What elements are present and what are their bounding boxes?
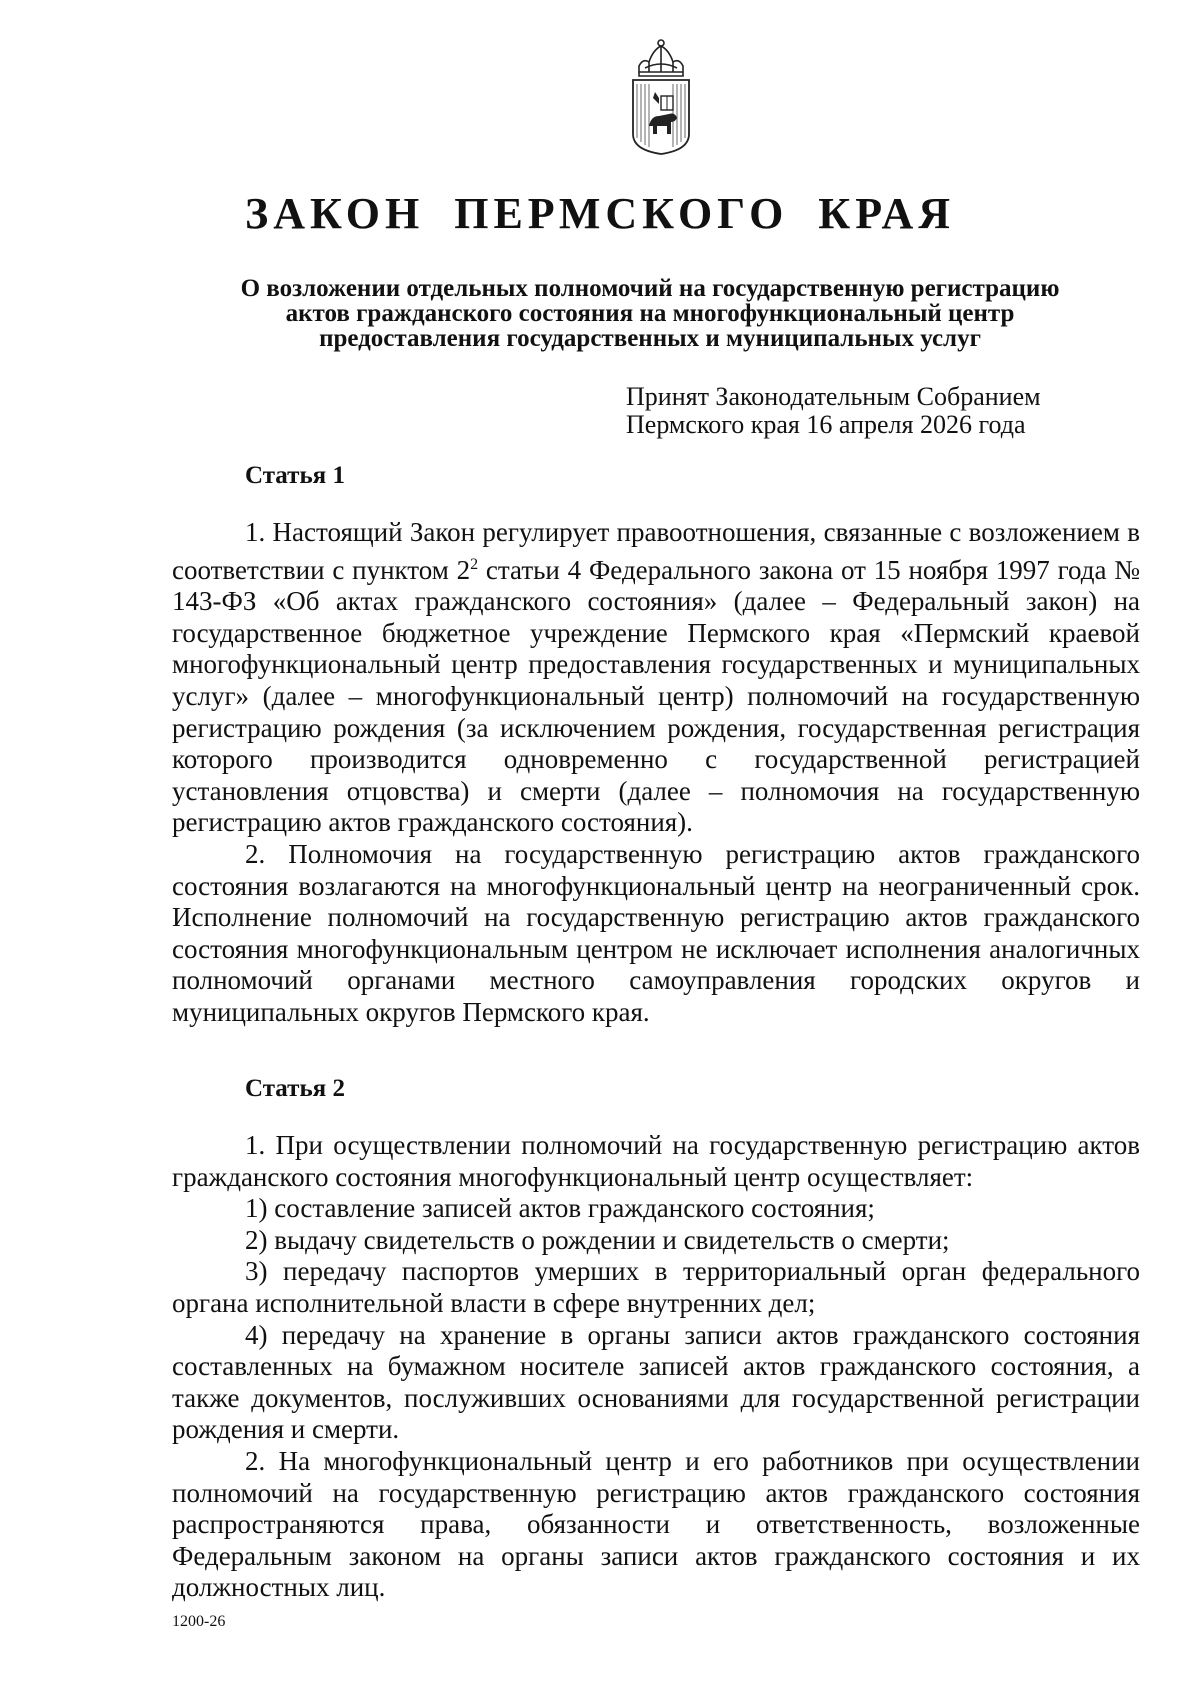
paragraph-text: 1. Настоящий Закон регулирует правоотношения, связанные с возложением в соответствии с пунктом 2 [172, 517, 1140, 585]
article-1-paragraph-1 [172, 517, 1140, 839]
article-2-list-item: 3) передачу паспортов умерших в территориальный орган федерального органа исполнительной власти в сфере внутренних дел; [172, 1256, 1140, 1318]
subtitle-line: предоставления государственных и муниципальных услуг [319, 325, 981, 352]
adoption-line: Пермского края 16 апреля 2026 года [626, 410, 1026, 439]
superscript: 2 [470, 555, 479, 573]
subtitle-line: актов гражданского состояния на многофункциональный центр [285, 300, 1015, 327]
document-subtitle [170, 276, 1130, 351]
document-number: 1200-26 [172, 1613, 226, 1630]
article-2-list-item: 1) составление записей актов гражданского состояния; [245, 1193, 875, 1224]
coat-of-arms-emblem [625, 38, 697, 156]
adoption-line: Принят Законодательным Собранием [626, 382, 1041, 411]
article-1-paragraph-2: 2. Полномочия на государственную регистрацию актов гражданского состояния возлагаются на многофункциональный центр на неограниченный срок. Исполнение полномочий на государственную регистрацию актов гражданского состояния многофункциональным центром не исключает исполнения аналогичных полномочий органами местного самоуправления городских округов и муниципальных округов Пермского края. [172, 838, 1140, 1027]
article-2-body [172, 1130, 1140, 1604]
paragraph-text: статьи 4 Федерального закона от 15 ноября 1997 года № 143-ФЗ «Об актах гражданского состояния» (далее – Федеральный закон) на государственное бюджетное учреждение Пермского края «Пермский краевой многофункциональный центр предоставления государственных и муниципальных услуг» (далее – многофункциональный центр) полномочий на государственную регистрацию рождения (за исключением рождения, государственная регистрация которого производится одновременно с государственной регистрацией установления отцовства) и смерти (далее – полномочия на государственную регистрацию актов гражданского состояния). [172, 554, 1140, 838]
article-1-heading: Статья 1 [245, 462, 345, 489]
article-2-list-item: 4) передачу на хранение в органы записи актов гражданского состояния составленных на бумажном носителе записей актов гражданского состояния, а также документов, послуживших основаниями для государственной регистрации рождения и смерти. [172, 1319, 1140, 1445]
article-2-paragraph: 2. На многофункциональный центр и его работников при осуществлении полномочий на государственную регистрацию актов гражданского состояния распространяются права, обязанности и ответственность, возложенные Федеральным законом на органы записи актов гражданского состояния и их должностных лиц. [172, 1445, 1140, 1603]
document-title: ЗАКОН ПЕРМСКОГО КРАЯ [244, 189, 956, 238]
adoption-note [626, 383, 1041, 439]
article-2-list-item: 2) выдачу свидетельств о рождении и свидетельств о смерти; [245, 1224, 950, 1255]
article-2-paragraph: 1. При осуществлении полномочий на государственную регистрацию актов гражданского состояния многофункциональный центр осуществляет: [172, 1130, 1140, 1192]
subtitle-line: О возложении отдельных полномочий на государственную регистрацию [240, 275, 1060, 302]
article-1-body [172, 517, 1140, 1029]
article-2-heading: Статья 2 [245, 1075, 345, 1102]
